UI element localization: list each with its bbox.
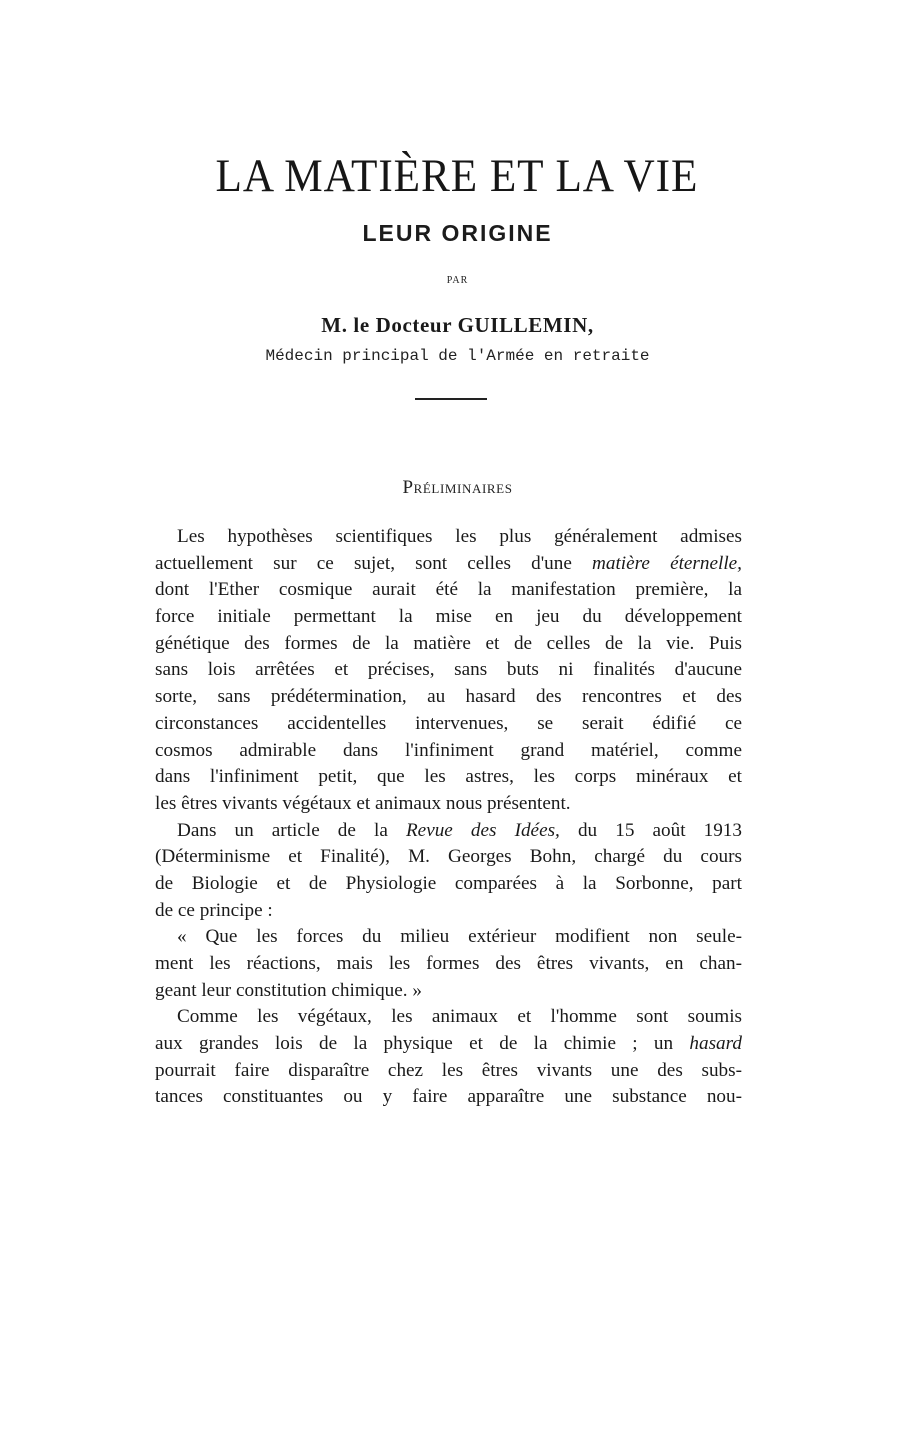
text-line: sorte, sans prédétermination, au hasard des rencontres et des: [155, 686, 742, 708]
text-line: aux grandes lois de la physique et de la chimie ; un hasard: [155, 1033, 742, 1055]
text-line: sans lois arrêtées et précises, sans buts ni finalités d'aucune: [155, 659, 742, 681]
page-subtitle: LEUR ORIGINE: [362, 220, 553, 246]
text-line: les êtres vivants végétaux et animaux nous présentent.: [155, 792, 571, 814]
text-line: (Déterminisme et Finalité), M. Georges Bohn, chargé du cours: [155, 846, 742, 868]
text-line: force initiale permettant la mise en jeu du développement: [155, 606, 742, 628]
text-line: de Biologie et de Physiologie comparées à la Sorbonne, part: [155, 872, 742, 894]
divider-rule: [415, 398, 487, 400]
text-line: Dans un article de la Revue des Idées, du 15 août 1913: [177, 819, 742, 841]
text-line: circonstances accidentelles intervenues, se serait édifié ce: [155, 712, 742, 734]
text-line: dans l'infiniment petit, que les astres, les corps minéraux et: [155, 766, 742, 788]
text-line: de ce principe :: [155, 899, 273, 921]
text-line: tances constituantes ou y faire apparaître une substance nou-: [155, 1086, 742, 1108]
text-line: ment les réactions, mais les formes des êtres vivants, en chan-: [155, 953, 742, 974]
text-line: geant leur constitution chimique. »: [155, 979, 422, 1001]
text-line: dont l'Ether cosmique aurait été la manifestation première, la: [155, 579, 742, 601]
author-name: M. le Docteur GUILLEMIN,: [321, 313, 594, 337]
text-line: génétique des formes de la matière et de celles de la vie. Puis: [155, 632, 742, 654]
text-line: actuellement sur ce sujet, sont celles d'une matière éternelle,: [155, 552, 742, 574]
text-line: pourrait faire disparaître chez les êtres vivants une des subs-: [155, 1059, 742, 1081]
text-line: « Que les forces du milieu extérieur modifient non seule-: [177, 926, 742, 948]
text-line: Les hypothèses scientifiques les plus généralement admises: [177, 526, 742, 547]
section-heading: Préliminaires: [402, 477, 513, 498]
author-role: Médecin principal de l'Armée en retraite: [265, 347, 650, 365]
body-text: [155, 524, 742, 1111]
by-line: PAR: [446, 275, 469, 286]
text-line: Comme les végétaux, les animaux et l'homme sont soumis: [177, 1006, 742, 1028]
page-title: LA MATIÈRE ET LA VIE: [215, 150, 699, 202]
text-line: cosmos admirable dans l'infiniment grand matériel, comme: [155, 739, 742, 761]
